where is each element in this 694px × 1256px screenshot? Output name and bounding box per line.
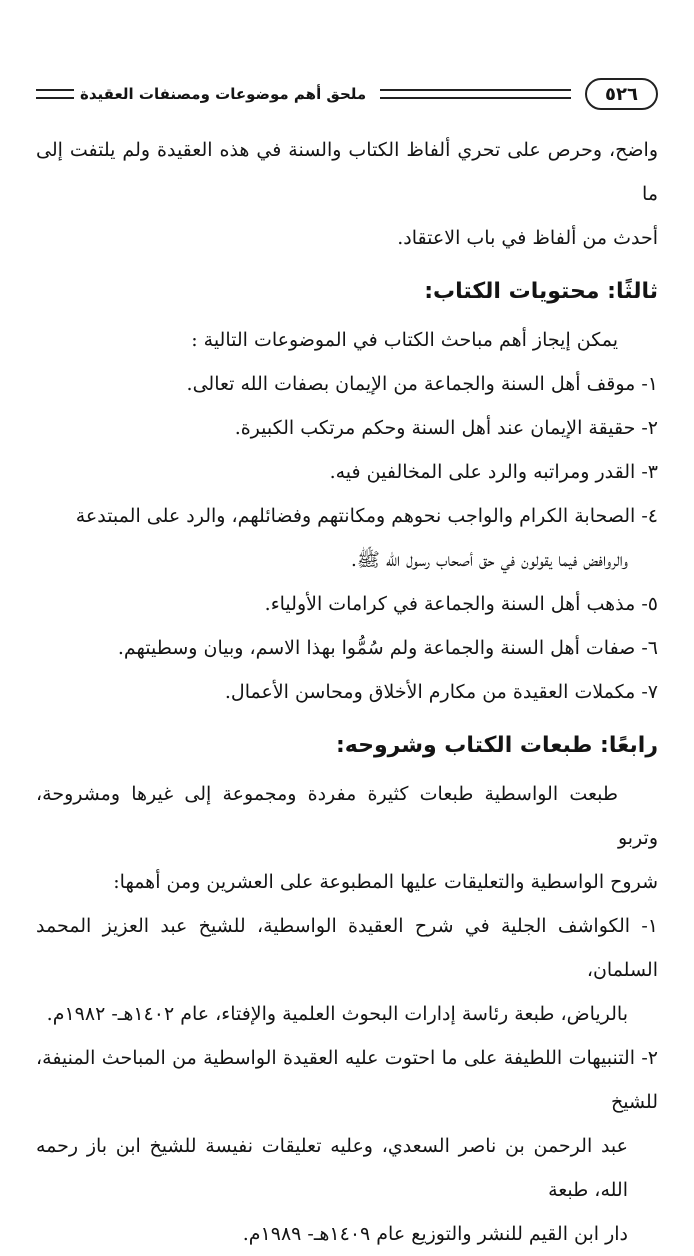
list-item: ٦- صفات أهل السنة والجماعة ولم سُمُّوا بهذا الاسم، وبيان وسطيتهم. bbox=[117, 637, 658, 659]
list-item-continued: بالرياض، طبعة رئاسة إدارات البحوث العلمية والإفتاء، عام ١٤٠٢هـ- ١٩٨٢م. bbox=[46, 1003, 628, 1025]
section4-lead-2: شروح الواسطية والتعليقات عليها المطبوعة على العشرين ومن أهمها: bbox=[113, 871, 658, 893]
list-item: ٢- التنبيهات اللطيفة على ما احتوت عليه العقيدة الواسطية من المباحث المنيفة، للشيخ bbox=[36, 1047, 658, 1113]
list-item: ٧- مكملات العقيدة من مكارم الأخلاق ومحاسن الأعمال. bbox=[224, 681, 658, 703]
list-item: ٤- الصحابة الكرام والواجب نحوهم ومكانتهم وفضائلهم، والرد على المبتدعة bbox=[75, 505, 658, 527]
page-number: ٥٢٦ bbox=[585, 78, 658, 110]
section4-lead-1: طبعت الواسطية طبعات كثيرة مفردة ومجموعة إلى غيرها ومشروحة، وتربو bbox=[36, 783, 658, 849]
intro-line-2: أحدث من ألفاظ في باب الاعتقاد. bbox=[397, 227, 658, 249]
section3-list bbox=[36, 362, 658, 714]
header-rule-right bbox=[36, 89, 74, 99]
list-item: ٣- القدر ومراتبه والرد على المخالفين فيه. bbox=[329, 461, 658, 483]
list-item-continued: عبد الرحمن بن ناصر السعدي، وعليه تعليقات نفيسة للشيخ ابن باز رحمه الله، طبعة bbox=[36, 1135, 628, 1201]
page-header bbox=[36, 76, 658, 112]
header-rule-left bbox=[380, 89, 571, 99]
section3-heading: ثالثًا: محتويات الكتاب: bbox=[424, 279, 658, 304]
book-page bbox=[36, 0, 658, 1245]
list-item-continued: دار ابن القيم للنشر والتوزيع عام ١٤٠٩هـ- ١٩٨٩م. bbox=[242, 1223, 628, 1245]
list-item: ١- الكواشف الجلية في شرح العقيدة الواسطية، للشيخ عبد العزيز المحمد السلمان، bbox=[36, 915, 658, 981]
list-item-continued: والروافض فيما يقولون في حق أصحاب رسول الله ﷺ. bbox=[350, 549, 628, 571]
section4-list bbox=[36, 904, 658, 1256]
intro-line-1: واضح، وحرص على تحري ألفاظ الكتاب والسنة في هذه العقيدة ولم يلتفت إلى ما bbox=[36, 139, 658, 205]
list-item: ٥- مذهب أهل السنة والجماعة في كرامات الأولياء. bbox=[264, 593, 658, 615]
running-title: ملحق أهم موضوعات ومصنفات العقيدة bbox=[80, 85, 367, 103]
list-item: ٢- حقيقة الإيمان عند أهل السنة وحكم مرتكب الكبيرة. bbox=[234, 417, 658, 439]
section3-lead: يمكن إيجاز أهم مباحث الكتاب في الموضوعات التالية : bbox=[191, 329, 618, 351]
section4-heading: رابعًا: طبعات الكتاب وشروحه: bbox=[335, 733, 658, 758]
page-body bbox=[36, 128, 658, 1256]
list-item: ١- موقف أهل السنة والجماعة من الإيمان بصفات الله تعالى. bbox=[186, 373, 658, 395]
